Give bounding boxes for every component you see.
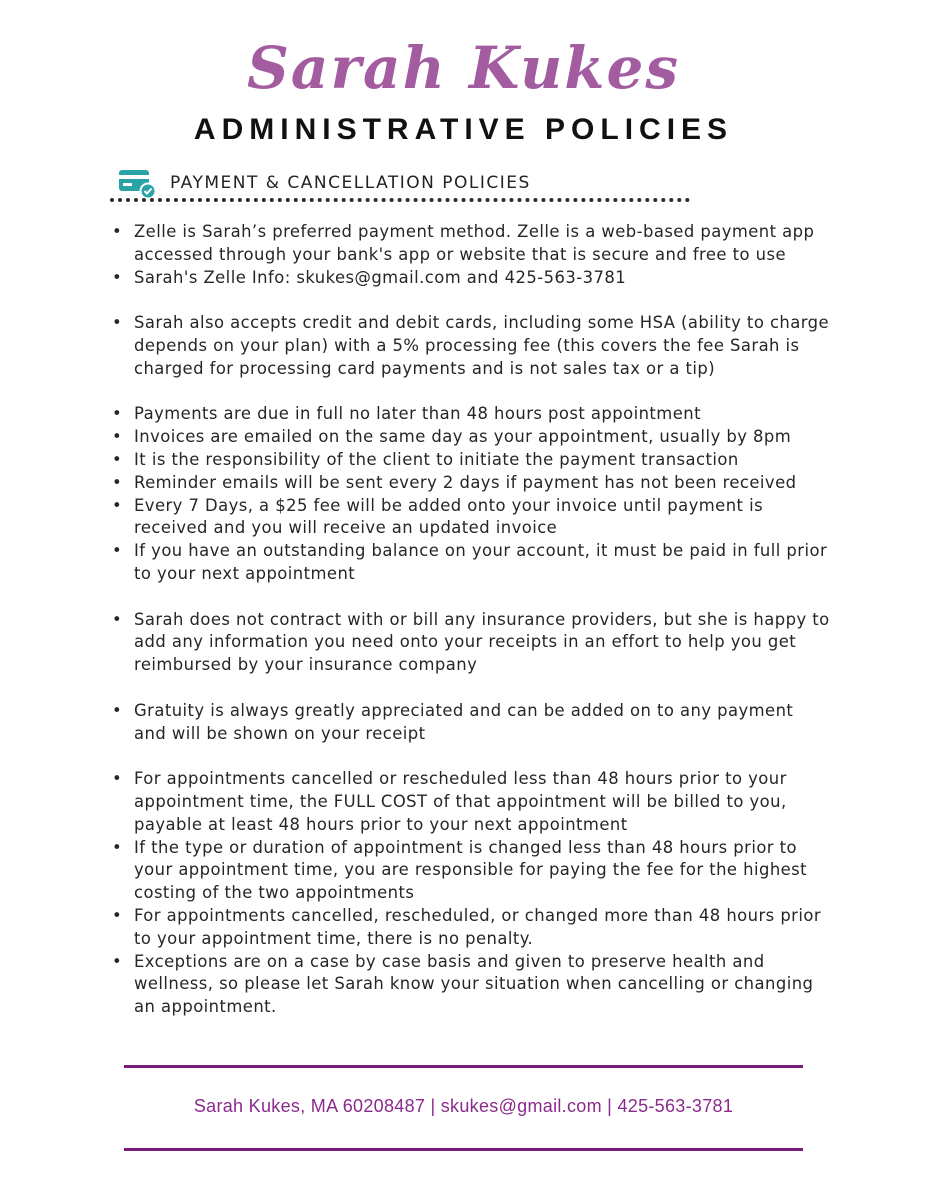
section-header	[118, 165, 531, 201]
policy-item: • Reminder emails will be sent every 2 days if payment has not been received	[112, 472, 797, 492]
policy-item: • Exceptions are on a case by case basis and given to preserve health and wellness, so please let Sarah know your situation when cancelling or changing an appointment.	[112, 951, 814, 1017]
policy-text: It is the responsibility of the client to initiate the payment transaction	[134, 449, 739, 469]
dotted-divider	[110, 198, 690, 202]
policy-text: Reminder emails will be sent every 2 days if payment has not been received	[134, 472, 797, 492]
policy-text: Invoices are emailed on the same day as your appointment, usually by 8pm	[134, 427, 792, 447]
policy-item: • Payments are due in full no later than 48 hours post appointment	[112, 404, 701, 424]
policy-text: For appointments cancelled or rescheduled less than 48 hours prior to your appointment time, the FULL COST of that appointment will be billed to you, payable at least 48 hours prior to your next appointment	[134, 769, 787, 834]
policy-text: Sarah's Zelle Info: skukes@gmail.com and 425-563-3781	[134, 267, 627, 287]
policy-text: If you have an outstanding balance on your account, it must be paid in full prior to your next appointment	[134, 541, 828, 583]
policy-item: • Sarah does not contract with or bill any insurance providers, but she is happy to add any information you need onto your receipts in an effort to help you get reimbursed by your insurance company	[112, 609, 830, 675]
policy-item: • Sarah also accepts credit and debit cards, including some HSA (ability to charge depends on your plan) with a 5% processing fee (this covers the fee Sarah is charged for processing card payments and is not sales tax or a tip)	[112, 313, 830, 378]
policy-item: • Invoices are emailed on the same day as your appointment, usually by 8pm	[112, 427, 792, 447]
policy-item: • For appointments cancelled, rescheduled, or changed more than 48 hours prior to your appointment time, there is no penalty.	[112, 905, 822, 948]
page-title: ADMINISTRATIVE POLICIES	[193, 113, 734, 146]
credit-card-check-icon	[118, 167, 158, 199]
policy-text: Gratuity is always greatly appreciated and can be added on to any payment and will be shown on your receipt	[134, 700, 794, 743]
footer-divider-bottom	[124, 1148, 803, 1151]
policy-text: Exceptions are on a case by case basis and given to preserve health and wellness, so please let Sarah know your situation when cancelling or changing an appointment.	[134, 951, 814, 1017]
policy-text: Payments are due in full no later than 48 hours post appointment	[134, 404, 701, 424]
policy-item: • Gratuity is always greatly appreciated and can be added on to any payment and will be shown on your receipt	[112, 700, 794, 743]
footer-divider-top	[124, 1065, 803, 1068]
policy-text: Zelle is Sarah’s preferred payment method. Zelle is a web-based payment app accessed through your bank's app or website that is secure and free to use	[134, 222, 815, 264]
policy-item: • For appointments cancelled or rescheduled less than 48 hours prior to your appointment time, the FULL COST of that appointment will be billed to you, payable at least 48 hours prior to your next appointment	[112, 769, 787, 834]
policy-text: For appointments cancelled, rescheduled, or changed more than 48 hours prior to your appointment time, there is no penalty.	[134, 905, 822, 948]
policy-item: • Every 7 Days, a $25 fee will be added onto your invoice until payment is received and you will receive an updated invoice	[112, 495, 764, 538]
policy-text: Sarah does not contract with or bill any insurance providers, but she is happy to add any information you need onto your receipts in an effort to help you get reimbursed by your insurance company	[134, 609, 830, 675]
policy-text: Every 7 Days, a $25 fee will be added onto your invoice until payment is received and you will receive an updated invoice	[134, 495, 764, 538]
policy-list	[110, 221, 830, 1019]
brand-name: Sarah Kukes	[246, 34, 680, 102]
footer-contact: Sarah Kukes, MA 60208487 | skukes@gmail.com | 425-563-3781	[193, 1096, 734, 1116]
section-title: PAYMENT & CANCELLATION POLICIES	[170, 173, 531, 193]
policy-item: • Sarah's Zelle Info: skukes@gmail.com and 425-563-3781	[112, 267, 627, 287]
policy-item: • It is the responsibility of the client to initiate the payment transaction	[112, 449, 739, 469]
policy-item: • If the type or duration of appointment is changed less than 48 hours prior to your appointment time, you are responsible for paying the fee for the highest costing of the two appointments	[112, 837, 808, 903]
policy-text: Sarah also accepts credit and debit cards, including some HSA (ability to charge depends on your plan) with a 5% processing fee (this covers the fee Sarah is charged for processing card payments and is not sales tax or a tip)	[134, 313, 830, 378]
policy-item: • If you have an outstanding balance on your account, it must be paid in full prior to your next appointment	[112, 541, 828, 583]
policy-text: If the type or duration of appointment is changed less than 48 hours prior to your appointment time, you are responsible for paying the fee for the highest costing of the two appointments	[134, 837, 808, 903]
policy-item: • Zelle is Sarah’s preferred payment method. Zelle is a web-based payment app accessed through your bank's app or website that is secure and free to use	[112, 222, 815, 264]
